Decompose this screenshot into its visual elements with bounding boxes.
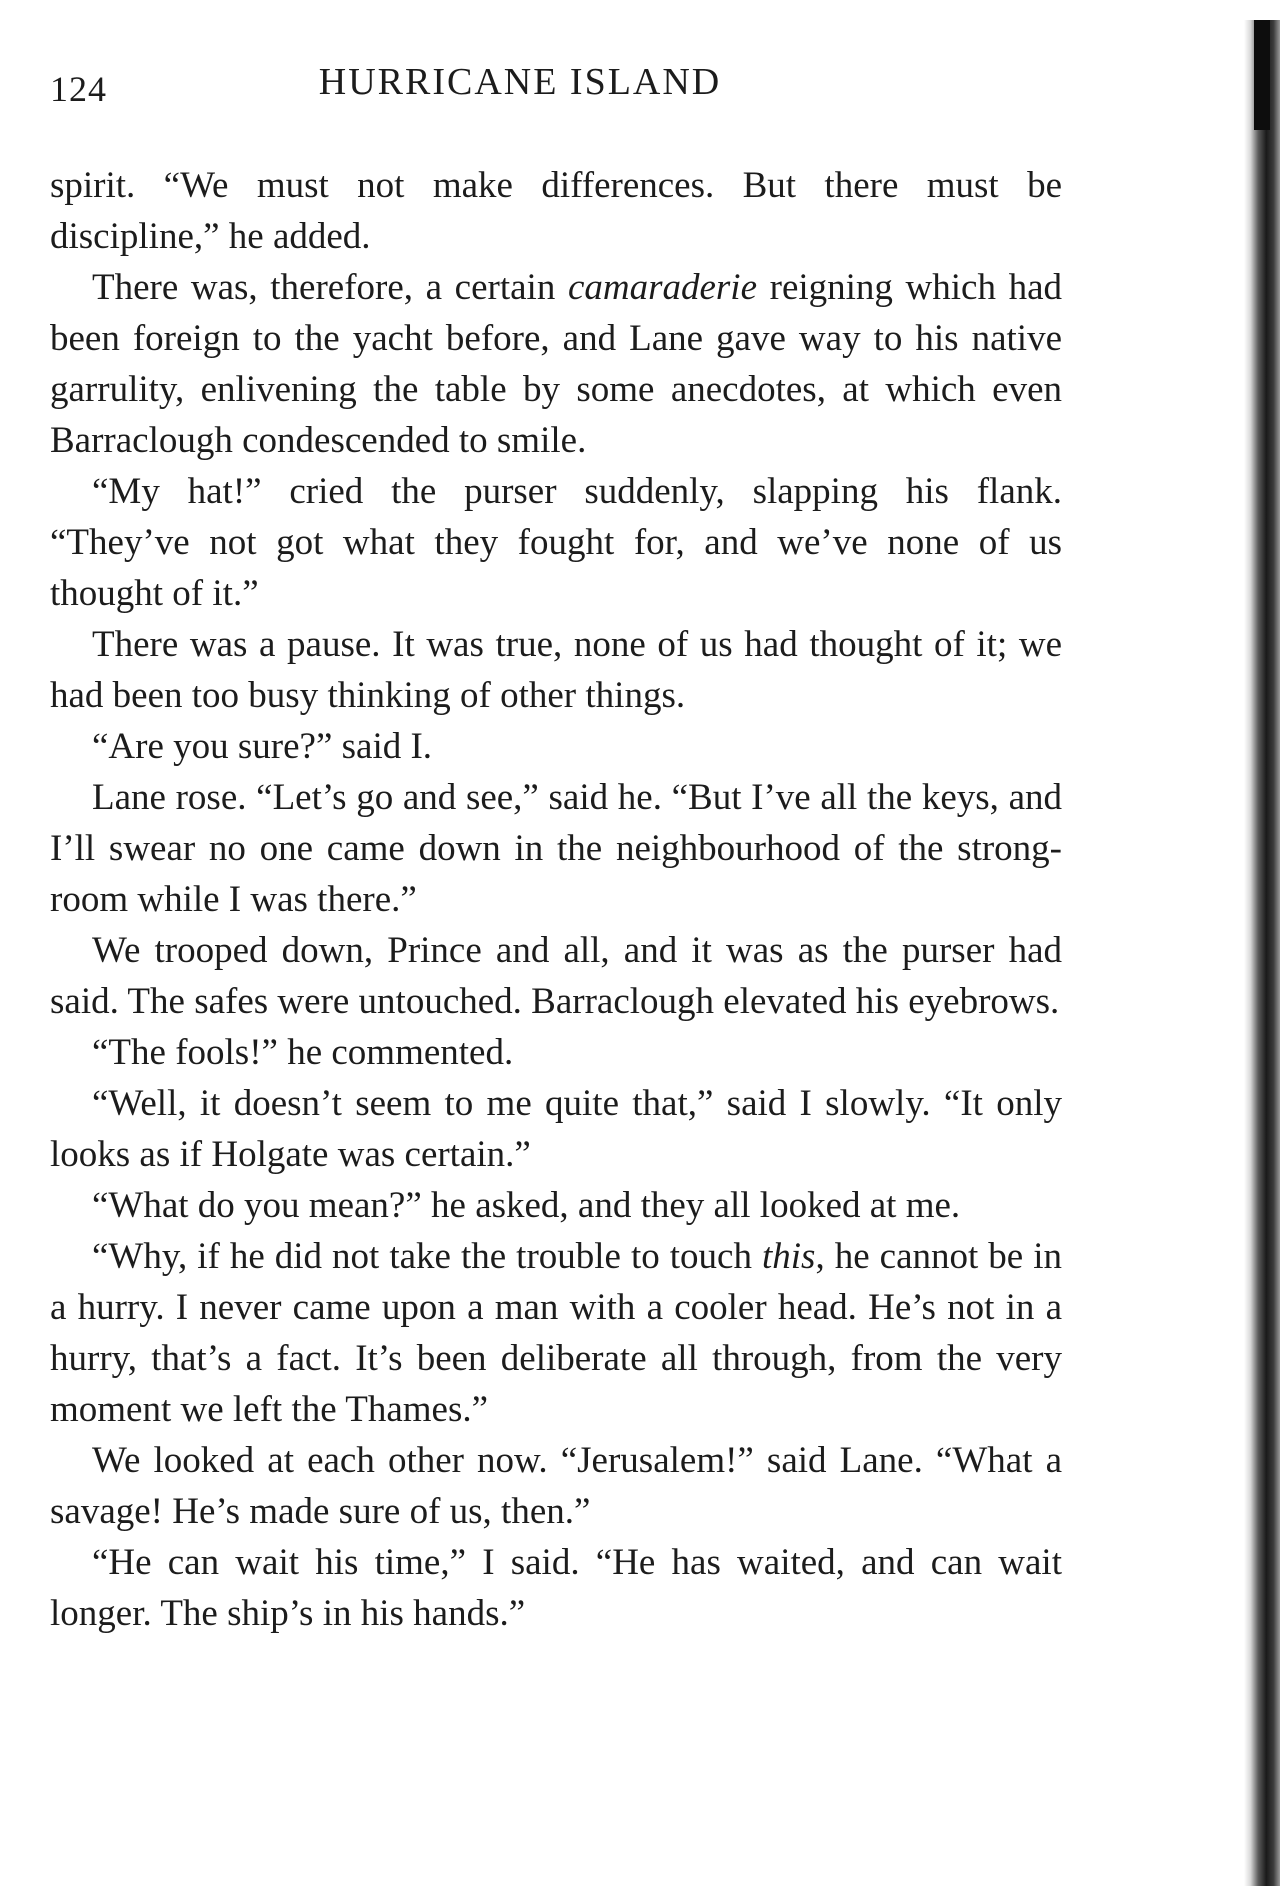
italic-text: camaraderie (567, 267, 758, 308)
paragraph (50, 619, 1062, 721)
page-number: 124 (50, 69, 107, 109)
paragraph (50, 1078, 1062, 1180)
page-header (50, 60, 1060, 120)
running-head: HURRICANE ISLAND (318, 61, 722, 103)
paragraph-text: “What do you mean?” he asked, and they all looked at me. (92, 1185, 961, 1226)
paragraph (50, 721, 1062, 772)
paragraph (50, 925, 1062, 1027)
paragraph (50, 1180, 1062, 1231)
paragraph (50, 1435, 1062, 1537)
body-text (50, 160, 1062, 1639)
book-binding-shadow (1254, 20, 1270, 130)
paragraph-text: , he cannot be in a hurry. I never came upon a man with a cooler head. He’s not in a hurry, that’s a fact. It’s been deliberate all through, from the very moment we left the Thames.” (50, 1236, 1063, 1430)
paragraph-text: “Well, it doesn’t seem to me quite that,” said I slowly. “It only looks as if Holgate was certain.” (50, 1083, 1062, 1175)
paragraph-text: Lane rose. “Let’s go and see,” said he. “But I’ve all the keys, and I’ll swear no one came down in the neighbourhood of the strong-room while I was there.” (50, 777, 1062, 920)
paragraph (50, 160, 1062, 262)
paragraph-text: We looked at each other now. “Jerusalem!” said Lane. “What a savage! He’s made sure of us, then.” (50, 1440, 1062, 1532)
paragraph-text: spirit. “We must not make differences. But there must be discipline,” he added. (50, 165, 1062, 257)
paragraph (50, 1027, 1062, 1078)
book-binding-edge (1244, 20, 1280, 1886)
paragraph-text: “The fools!” he commented. (92, 1032, 514, 1073)
paragraph (50, 262, 1062, 466)
paragraph-text: “Are you sure?” said I. (92, 726, 433, 767)
paragraph-text: “My hat!” cried the purser suddenly, slapping his flank. “They’ve not got what they fought for, and we’ve none of us thought of it.” (50, 471, 1062, 614)
paragraph-text: We trooped down, Prince and all, and it was as the purser had said. The safes were untouched. Barraclough elevated his eyebrows. (50, 930, 1062, 1022)
paragraph (50, 466, 1062, 619)
paragraph-text: reigning which had been foreign to the yacht before, and Lane gave way to his native garrulity, enlivening the table by some anecdotes, at which even Barraclough condescended to smile. (50, 267, 1062, 461)
paragraph-text: “Why, if he did not take the trouble to touch (92, 1236, 762, 1277)
paragraph (50, 1537, 1062, 1639)
paragraph (50, 772, 1062, 925)
italic-text: this (762, 1236, 816, 1277)
paragraph-text: There was, therefore, a certain (92, 267, 568, 308)
paragraph (50, 1231, 1062, 1435)
paragraph-text: “He can wait his time,” I said. “He has waited, and can wait longer. The ship’s in his hands.” (50, 1542, 1062, 1634)
paragraph-text: There was a pause. It was true, none of us had thought of it; we had been too busy thinking of other things. (50, 624, 1062, 716)
